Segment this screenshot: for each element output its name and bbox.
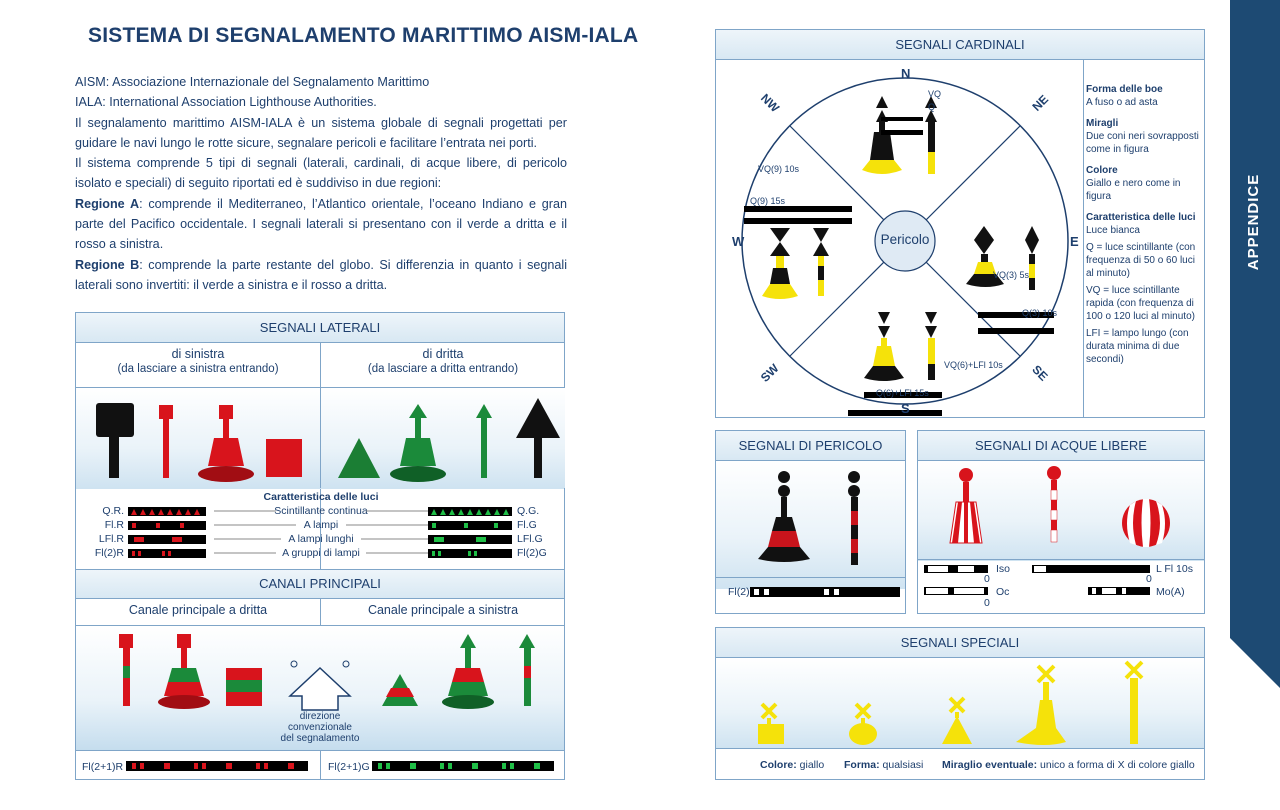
safe-water-sphere-icon [1122,499,1170,547]
legend-forma-head: Forma delle boe [1086,84,1163,95]
intro-line-iala: IALA: International Association Lighthouse Authorities. [75,95,377,110]
speciali-forma [844,759,923,771]
intro-region-a [75,194,567,255]
canali-left-title: Canale principale a dritta [128,603,268,617]
south-vq-label: VQ(6)+LFl 10s [944,360,1003,370]
acque-panel [917,430,1205,614]
compass-w: W [732,234,745,249]
special-can-icon [758,704,784,744]
legend-lfi-text: LFI = lampo lungo (con durata minima di due secondi) [1086,328,1189,365]
north-vq-label: VQ [928,89,942,99]
light-row-4-left: Fl(2)R [94,547,124,559]
lights-title: Caratteristica delle luci [263,491,379,503]
acque-iso-label: Iso [996,563,1011,575]
south-q-label: Q(6)+LFl 15s [876,388,929,398]
red-can-buoy-icon [198,405,254,482]
speciali-header: SEGNALI SPECIALI [716,628,1204,658]
red-can-spar-icon [96,403,134,478]
laterali-left-sub: (da lasciare a sinistra entrando) [117,363,279,375]
canal-green-spar-icon [519,634,535,706]
acque-lfl-zero: 0 [1146,573,1152,585]
legend-forma-text: A fuso o ad asta [1086,97,1158,108]
compass-n: N [901,66,911,81]
safe-water-pole-icon [1047,466,1061,542]
laterali-buoys [76,388,566,488]
direction-label [270,711,370,744]
pericolo-center-label: Pericolo [880,232,930,247]
cardinal-legend [1086,83,1204,366]
compass-nw: NW [757,90,783,116]
compass-e: E [1070,234,1079,249]
acque-buoys [918,461,1206,561]
speciali-buoys [716,658,1206,748]
light-row-3-right: LFl.G [517,533,543,545]
light-row-4-center: A gruppi di lampi [282,547,360,559]
compass-se: SE [1029,362,1051,384]
acque-oc-zero: 0 [984,597,990,609]
speciali-miraglio [942,759,1195,771]
acque-lfl-label: L Fl 10s [1156,563,1193,575]
region-b-text: : comprende la parte restante del globo. Si differenzia in quanto i segnali laterali sono invertiti: il verde a sinistra e il rosso a dritta. [75,257,567,292]
compass-s: S [901,401,910,416]
canal-right-light-label: Fl(2+1)G [328,761,370,773]
laterali-left-title: di sinistra [171,347,225,361]
black-cone-spar-icon [516,398,560,478]
intro-line-aism: AISM: Associazione Internazionale del Segnalamento Marittimo [75,75,430,89]
intro-text [75,72,567,295]
acque-iso-zero: 0 [984,573,990,585]
pericolo-panel [715,430,906,614]
canal-green-cone-icon [382,674,418,706]
light-row-2-right: Fl.G [517,519,537,531]
canali-right-title: Canale principale a sinistra [367,603,519,617]
legend-luci-head: Caratteristica delle luci [1086,212,1196,223]
speciali-forma-label: Forma: [844,759,880,771]
isolated-danger-buoy-icon [758,471,810,562]
canal-red-can-icon [226,668,262,706]
appendice-tab: APPENDICE [1245,173,1262,271]
laterali-right-title: di dritta [422,347,464,361]
laterali-panel [75,312,565,780]
green-spar-icon [476,404,492,478]
light-row-1-center: Scintillante continua [274,505,368,517]
canal-left-light-label: Fl(2+1)R [82,761,124,773]
laterali-right-sub: (da lasciare a dritta entrando) [367,363,519,375]
region-a-label: Regione A [75,196,140,211]
speciali-forma-value: qualsiasi [882,759,924,771]
legend-miragli-text: Due coni neri sovrapposti come in figura [1086,131,1199,155]
red-can-icon [266,439,302,477]
compass-ne: NE [1029,92,1052,114]
legend-colore-text: Giallo e nero come in figura [1086,178,1181,202]
green-cone-icon [338,438,380,478]
lateral-light-bars [76,505,566,561]
speciali-miraglio-label: Miraglio eventuale: [942,759,1038,771]
special-spar-icon [1126,662,1142,744]
acque-oc-label: Oc [996,586,1010,598]
red-spar-icon [159,405,173,478]
cardinali-header: SEGNALI CARDINALI [716,30,1204,60]
acque-mo-label: Mo(A) [1156,586,1185,598]
west-q-label: Q(9) 15s [750,196,786,206]
west-vq-label: VQ(9) 10s [758,164,800,174]
pericolo-header: SEGNALI DI PERICOLO [716,431,905,461]
intro-para-1: Il segnalamento marittimo AISM-IALA è un sistema globale di segnali progettati per guidare le navi lungo le rotte sicure, segnalare pericoli e facilitare l’entrata nei porti. [75,115,567,150]
light-row-1-right: Q.G. [517,505,540,517]
canal-red-buoy-icon [158,634,210,709]
legend-miragli-head: Miragli [1086,118,1119,129]
light-row-2-center: A lampi [303,519,339,531]
direction-line-3: del segnalamento [280,733,360,744]
pericolo-light-bar [750,585,900,599]
intro-region-b [75,255,567,296]
laterali-header: SEGNALI LATERALI [76,313,564,343]
safe-water-buoy-icon [950,468,982,543]
isolated-danger-spar-icon [848,471,860,565]
special-sphere-icon [849,704,877,745]
speciali-miraglio-value: unico a forma di X di colore giallo [1040,759,1195,771]
legend-colore-head: Colore [1086,165,1118,176]
speciali-colore [760,759,824,771]
legend-q-text: Q = luce scintillante (con frequenza di 50 o 60 luci al minuto) [1086,242,1196,279]
light-row-3-center: A lampi lunghi [288,533,354,545]
canal-red-spar-icon [119,634,133,706]
special-cone-icon [942,698,972,744]
canal-green-buoy-icon [442,634,494,709]
east-q-label: Q(3) 10s [1022,308,1058,318]
acque-header: SEGNALI DI ACQUE LIBERE [918,431,1204,461]
page-title: SISTEMA DI SEGNALAMENTO MARITTIMO AISM-IALA [88,24,639,47]
light-row-1-left: Q.R. [102,505,124,517]
compass-sw: SW [757,361,782,385]
pericolo-buoys [716,461,907,589]
light-row-3-left: LFl.R [98,533,124,545]
east-vq-label: VQ(3) 5s [993,270,1030,280]
north-q-label: Q [928,102,936,112]
direction-line-2: convenzionale [288,722,352,733]
canal-light-bars [76,759,566,773]
light-row-4-right: Fl(2)G [517,547,547,559]
special-pillar-icon [1016,666,1066,745]
light-row-2-left: Fl.R [104,519,124,531]
speciali-panel [715,627,1205,780]
legend-vq-text: VQ = luce scintillante rapida (con frequenza di 100 o 120 luci al minuto) [1086,285,1195,322]
speciali-colore-value: giallo [799,759,825,771]
canali-header: CANALI PRINCIPALI [76,569,564,599]
legend-luci-text: Luce bianca [1086,225,1140,236]
pericolo-light-label: Fl(2) [728,586,750,598]
green-conical-buoy-icon [390,404,446,482]
laterali-right-subhead [321,347,565,375]
laterali-left-subhead [76,347,320,375]
speciali-colore-label: Colore: [760,759,797,771]
region-b-label: Regione B [75,257,140,272]
direction-line-1: direzione [299,711,341,722]
intro-para-2: Il sistema comprende 5 tipi di segnali (laterali, cardinali, di acque libere, di pericolo isolato e speciali) di seguito riportati ed è suddiviso in due regioni: [75,156,567,191]
region-a-text: : comprende il Mediterraneo, l’Atlantico orientale, l’oceano Indiano e gran parte del Pacifico occidentale. I segnali laterali si presentano con il verde a dritta e il rosso a sinistra. [75,196,567,252]
direction-arrow-icon [290,661,350,710]
